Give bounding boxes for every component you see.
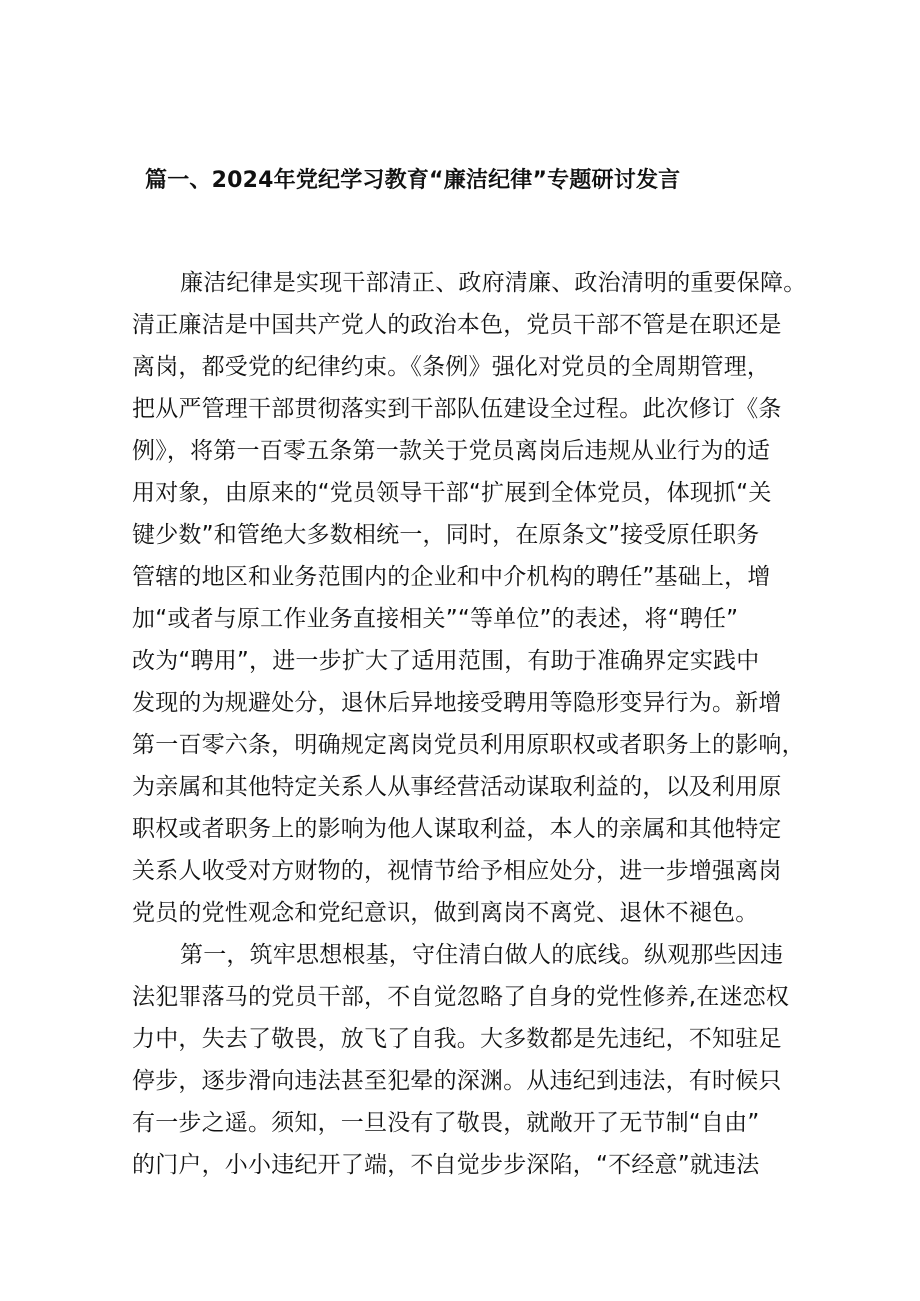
paragraph-line: 停步，逐步滑向违法甚至犯晕的深渊。从违纪到违法，有时候只	[132, 1068, 782, 1094]
paragraph-line: 的门户，小小违纪开了端，不自觉步步深陷，“不经意”就违法	[132, 1152, 760, 1178]
paragraph-line: 为亲属和其他特定关系人从事经营活动谋取利益的，以及利用原	[132, 774, 782, 800]
paragraph-line: 键少数”和管绝大多数相统一，同时，在原条文”接受原任职务	[132, 522, 760, 548]
paragraph-line: 关系人收受对方财物的，视情节给予相应处分，进一步增强离岗	[132, 858, 782, 884]
paragraph-line: 有一步之遥。须知，一旦没有了敬畏，就敞开了无节制“自由”	[132, 1110, 760, 1136]
document-body	[132, 262, 807, 1186]
paragraph-line: 用对象，由原来的“党员领导干部“扩展到全体党员，体现抓“关	[132, 480, 772, 506]
paragraph-line: 党员的党性观念和党纪意识，做到离岗不离党、退休不褪色。	[132, 900, 759, 926]
paragraph-line: 例》，将第一百零五条第一款关于党员离岗后违规从业行为的适	[132, 438, 771, 464]
document-title: 篇一、2024年党纪学习教育“廉洁纪律”专题研讨发言	[145, 168, 681, 193]
paragraph-line: 加“或者与原工作业务直接相关”“等单位”的表述，将“聘任”	[132, 606, 739, 632]
paragraph-line: 发现的为规避处分，退休后异地接受聘用等隐形变异行为。新增	[132, 690, 782, 716]
paragraph-line: 力中，失去了敬畏，放飞了自我。大多数都是先违纪，不知驻足	[132, 1026, 782, 1052]
paragraph-line: 第一，筑牢思想根基，守住清白做人的底线。纵观那些因违	[180, 942, 784, 968]
paragraph-line: 改为“聘用”，进一步扩大了适用范围，有助于准确界定实践中	[132, 648, 760, 674]
paragraph-line: 管辖的地区和业务范围内的企业和中介机构的聘任”基础上，增	[132, 564, 771, 590]
paragraph-line: 离岗，都受党的纪律约束。《条例》强化对党员的全周期管理，	[132, 354, 771, 380]
paragraph-line: 清正廉洁是中国共产党人的政治本色，党员干部不管是在职还是	[132, 312, 782, 338]
paragraph-line: 第一百零六条，明确规定离岗党员利用原职权或者职务上的影响，	[132, 732, 805, 758]
paragraph-line: 法犯罪落马的党员干部，不自觉忽略了自身的党性修养,在迷恋权	[132, 984, 790, 1010]
paragraph-line: 职权或者职务上的影响为他人谋取利益，本人的亲属和其他特定	[132, 816, 782, 842]
paragraph-line: 把从严管理干部贯彻落实到干部队伍建设全过程。此次修订《条	[132, 396, 782, 422]
paragraph-line: 廉洁纪律是实现干部清正、政府清廉、政治清明的重要保障。	[180, 270, 807, 296]
